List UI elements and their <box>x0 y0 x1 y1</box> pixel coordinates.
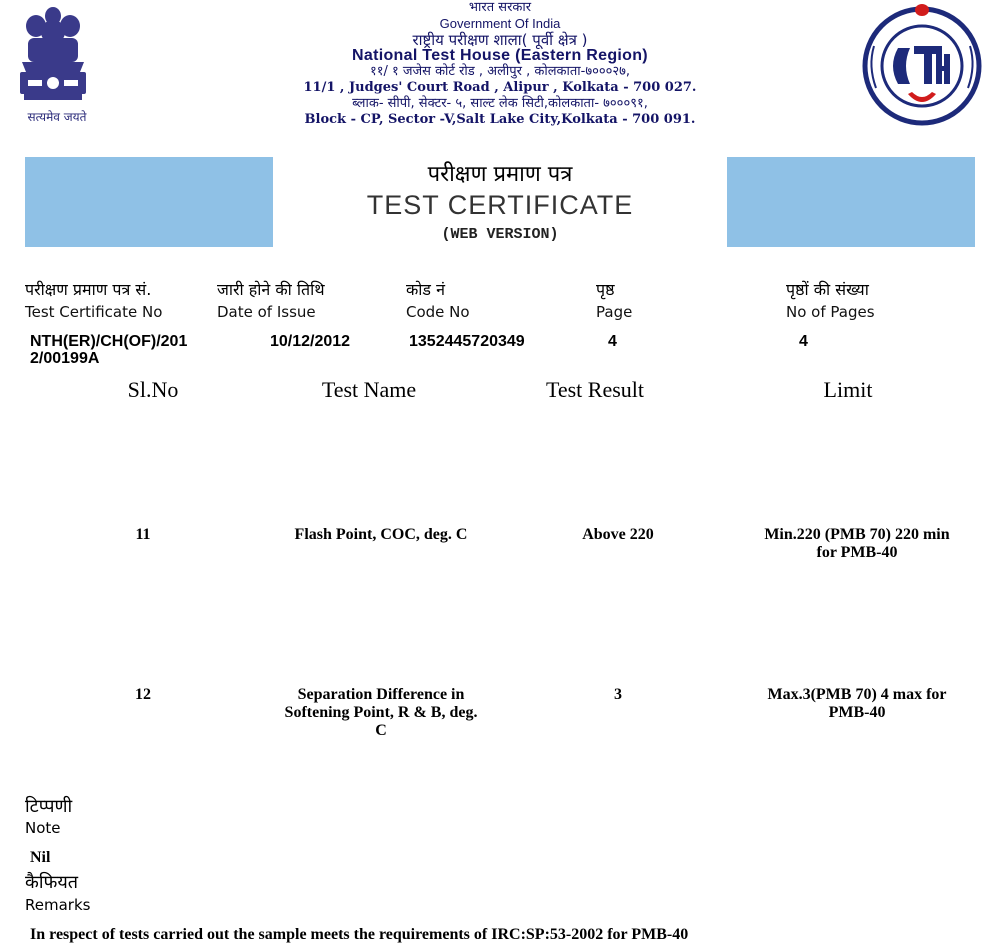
code-value: 1352445720349 <box>409 333 525 350</box>
page-value: 4 <box>608 333 617 350</box>
page-hindi: पृष्ठ <box>596 280 615 299</box>
emblem-motto: सत्यमेव जयते <box>27 110 87 124</box>
cert-no-label <box>25 279 162 323</box>
organization-name: National Test House (Eastern Region) <box>352 47 648 64</box>
code-label <box>406 279 470 323</box>
row-2-limit-line-2: PMB-40 <box>828 704 886 721</box>
note-label-hindi: टिप्पणी <box>25 796 73 817</box>
row-1-sl: 11 <box>135 526 151 543</box>
pages-value: 4 <box>799 333 808 350</box>
row-1-limit-line-2: for PMB-40 <box>816 544 898 561</box>
government-of-india: Government Of India <box>439 16 561 31</box>
nth-logo-icon <box>858 2 986 126</box>
date-english: Date of Issue <box>217 303 316 321</box>
date-label <box>217 279 325 323</box>
remarks-label-hindi: कैफियत <box>25 872 79 893</box>
cert-no-value <box>30 333 187 367</box>
row-1-name-line-1: Flash Point, COC, deg. C <box>294 526 468 543</box>
code-hindi: कोड नं <box>406 280 445 299</box>
cert-no-value-line2: 2/00199A <box>30 350 100 367</box>
letterhead <box>0 0 1000 130</box>
certificate-title: TEST CERTIFICATE <box>366 190 634 220</box>
header-sl-no: Sl.No <box>127 377 179 402</box>
pages-english: No of Pages <box>786 303 875 321</box>
row-2-test-name <box>251 686 511 740</box>
header-limit: Limit <box>823 377 873 402</box>
row-2-limit <box>727 686 987 722</box>
certificate-subtitle: (WEB VERSION) <box>441 226 559 243</box>
hindi-organization-name: राष्ट्रीय परीक्षण शाला( पूर्वी क्षेत्र ) <box>412 31 588 49</box>
national-emblem-icon <box>8 2 98 124</box>
pages-hindi: पृष्ठों की संख्या <box>786 280 869 299</box>
note-label: Note <box>25 819 61 837</box>
hindi-address-1: ११/ १ जजेस कोर्ट रोड , अलीपुर , कोलकाता-७०००२७, <box>369 64 631 79</box>
row-1-limit-line-1: Min.220 (PMB 70) 220 min <box>764 526 950 543</box>
row-2-sl: 12 <box>135 686 151 703</box>
code-english: Code No <box>406 303 470 321</box>
remarks-label: Remarks <box>25 896 91 914</box>
title-band-right <box>727 157 975 247</box>
header-test-result: Test Result <box>545 377 645 402</box>
row-2-name-line-1: Separation Difference in <box>297 686 465 703</box>
cert-no-english: Test Certificate No <box>25 303 163 321</box>
page-label <box>596 279 632 323</box>
page-english: Page <box>596 303 633 321</box>
date-value: 10/12/2012 <box>270 333 351 350</box>
hindi-government: भारत सरकार <box>468 0 532 15</box>
row-2-name-line-2: Softening Point, R & B, deg. <box>284 704 478 721</box>
address-2: Block - CP, Sector -V,Salt Lake City,Kolkata - 700 091. <box>304 112 696 127</box>
cert-no-value-line1: NTH(ER)/CH(OF)/201 <box>30 333 188 350</box>
hindi-address-2: ब्लाक- सीपी, सेक्टर- ५, साल्ट लेक सिटी,कोलकाता- ७०००९१, <box>352 96 648 111</box>
certificate-title-hindi: परीक्षण प्रमाण पत्र <box>427 162 573 187</box>
date-hindi: जारी होने की तिथि <box>217 280 325 299</box>
address-1: 11/1 , Judges' Court Road , Alipur , Kolkata - 700 027. <box>303 80 697 95</box>
row-2-result: 3 <box>614 686 622 703</box>
cert-no-hindi: परीक्षण प्रमाण पत्र सं. <box>25 280 152 299</box>
title-band-left <box>25 157 273 247</box>
row-1-result: Above 220 <box>582 526 654 543</box>
row-1-test-name <box>251 526 511 544</box>
pages-label <box>786 279 875 323</box>
row-2-limit-line-1: Max.3(PMB 70) 4 max for <box>767 686 947 703</box>
row-1-limit <box>727 526 987 562</box>
organization-header <box>255 0 745 128</box>
remarks-value: In respect of tests carried out the sample meets the requirements of IRC:SP:53-2002 for PMB-40 <box>30 926 689 943</box>
note-value: Nil <box>30 849 51 866</box>
row-2-name-line-3: C <box>375 722 387 739</box>
header-test-name: Test Name <box>321 377 417 402</box>
